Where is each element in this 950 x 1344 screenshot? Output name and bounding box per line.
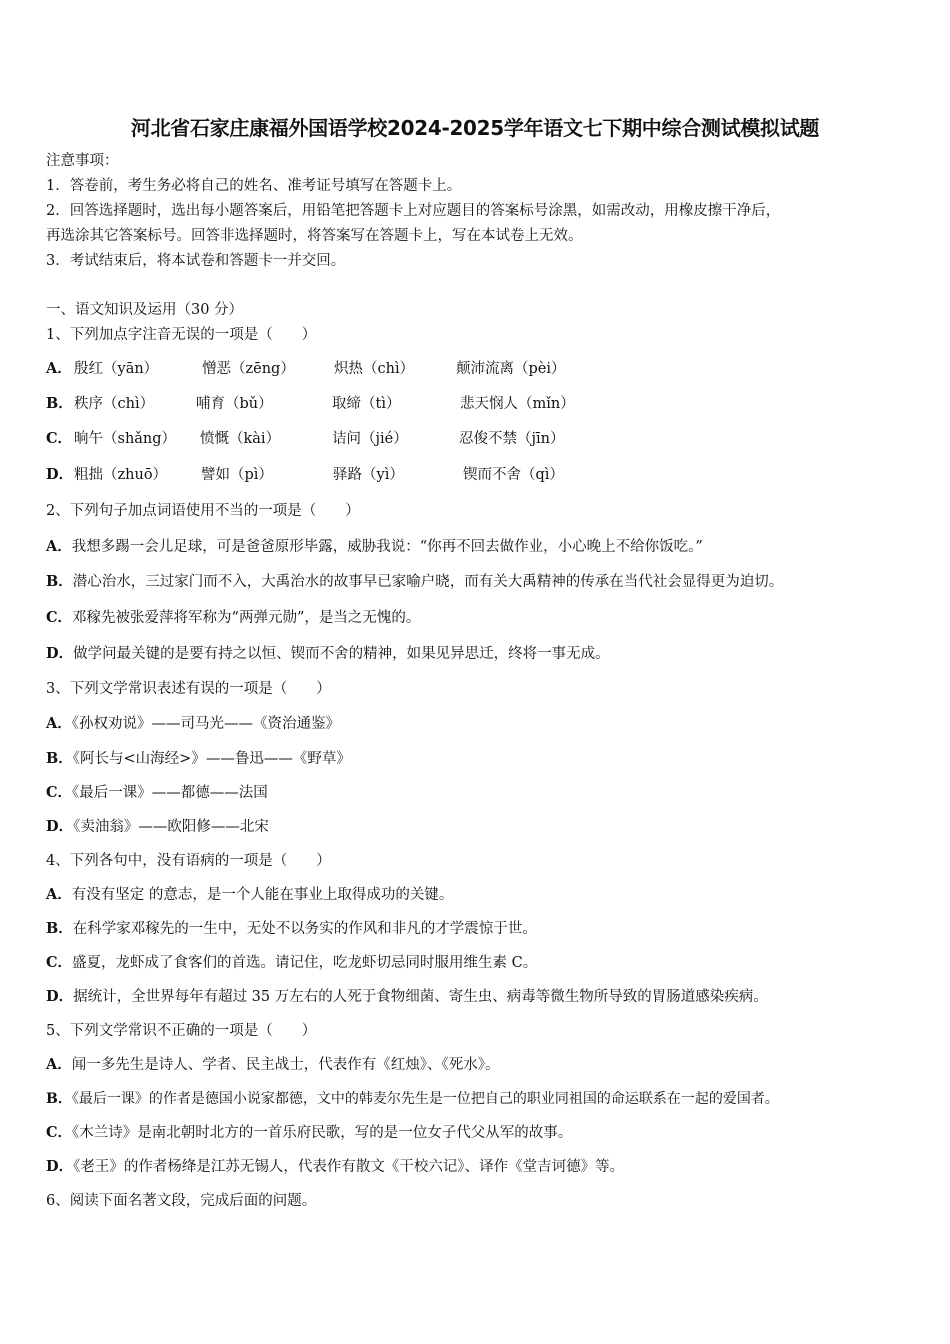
q2-option-c: C．邓稼先被张爱萍将军称为“两弹元勋”，是当之无愧的。 bbox=[46, 609, 421, 626]
q3-option-a: A．《孙权劝说》——司马光——《资治通鉴》 bbox=[46, 715, 341, 732]
q4-option-d: D．据统计，全世界每年有超过 35 万左右的人死于食物细菌、寄生虫、病毒等微生物所导致的胃肠道感染疾病。 bbox=[46, 988, 768, 1005]
notice-item-1: 1．答卷前，考生务必将自己的姓名、准考证号填写在答题卡上。 bbox=[46, 178, 462, 194]
q5-option-a: A．闻一多先生是诗人、学者、民主战士，代表作有《红烛》、《死水》。 bbox=[46, 1056, 500, 1073]
notice-item-2-cont: 再选涂其它答案标号。回答非选择题时，将答案写在答题卡上，写在本试卷上无效。 bbox=[46, 228, 583, 244]
page-title: 河北省石家庄康福外国语学校2024-2025学年语文七下期中综合测试模拟试题 bbox=[130, 116, 820, 140]
q4-option-c: C．盛夏，龙虾成了食客们的首选。请记住，吃龙虾切忌同时服用维生素 C。 bbox=[46, 954, 538, 971]
q2-stem: 2、下列句子加点词语使用不当的一项是（ ） bbox=[46, 503, 360, 519]
notice-heading: 注意事项： bbox=[46, 153, 119, 169]
section-heading: 一、语文知识及运用（30 分） bbox=[46, 302, 244, 318]
q4-option-b: B．在科学家邓稼先的一生中，无处不以务实的作风和非凡的才学震惊于世。 bbox=[46, 920, 537, 937]
q2-option-b: B．潜心治水，三过家门而不入，大禹治水的故事早已家喻户晓，而有关大禹精神的传承在当代社会显得更为迫切。 bbox=[46, 573, 784, 590]
q1-stem: 1、下列加点字注音无误的一项是（ ） bbox=[46, 327, 317, 343]
q5-stem: 5、下列文学常识不正确的一项是（ ） bbox=[46, 1023, 317, 1039]
q5-option-c: C．《木兰诗》是南北朝时北方的一首乐府民歌，写的是一位女子代父从军的故事。 bbox=[46, 1124, 573, 1141]
q3-option-c: C．《最后一课》——都德——法国 bbox=[46, 784, 268, 801]
q6-stem: 6、阅读下面名著文段，完成后面的问题。 bbox=[46, 1193, 317, 1209]
q4-stem: 4、下列各句中，没有语病的一项是（ ） bbox=[46, 853, 331, 869]
q3-option-b: B．《阿长与<山海经>》——鲁迅——《野草》 bbox=[46, 750, 351, 767]
q4-option-a: A．有没有坚定 的意志，是一个人能在事业上取得成功的关键。 bbox=[46, 886, 454, 903]
q5-option-d: D．《老王》的作者杨绛是江苏无锡人，代表作有散文《干校六记》、译作《堂吉诃德》等。 bbox=[46, 1158, 625, 1175]
notice-item-2: 2．回答选择题时，选出每小题答案后，用铅笔把答题卡上对应题目的答案标号涂黑，如需改动，用橡皮擦干净后， bbox=[46, 203, 781, 219]
notice-item-3: 3．考试结束后，将本试卷和答题卡一并交回。 bbox=[46, 253, 346, 269]
q3-option-d: D．《卖油翁》——欧阳修——北宋 bbox=[46, 818, 269, 835]
q3-stem: 3、下列文学常识表述有误的一项是（ ） bbox=[46, 681, 331, 697]
q2-option-d: D．做学问最关键的是要有持之以恒、锲而不舍的精神，如果见异思迁，终将一事无成。 bbox=[46, 645, 610, 662]
q5-option-b: B．《最后一课》的作者是德国小说家都德，文中的韩麦尔先生是一位把自己的职业同祖国的命运联系在一起的爱国者。 bbox=[46, 1091, 779, 1107]
q2-option-a: A．我想多踢一会儿足球，可是爸爸原形毕露，威胁我说：“你再不回去做作业，小心晚上不给你饭吃。” bbox=[46, 538, 703, 555]
